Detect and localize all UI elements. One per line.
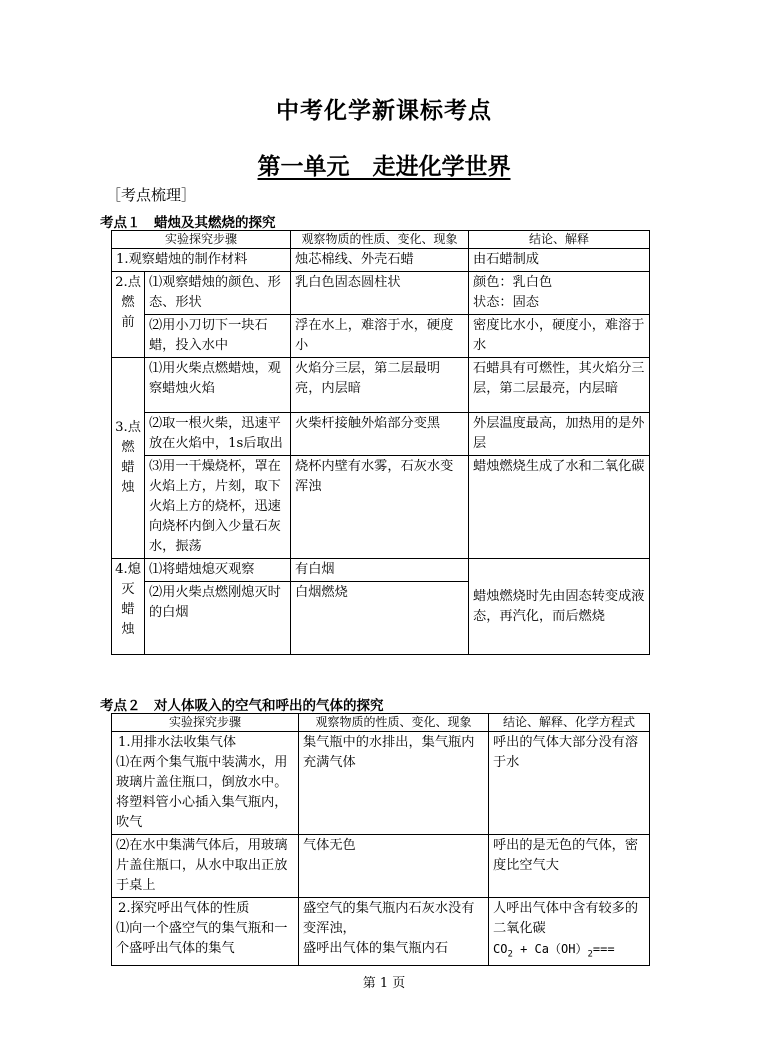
section-label: ［考点梳理］ [106, 186, 197, 204]
group-cell: 3.点燃蜡烛 [112, 358, 145, 559]
table-row [112, 413, 650, 456]
table-cell: 蜡烛燃烧生成了水和二氧化碳 [469, 456, 650, 559]
table-cell: 1.观察蜡烛的制作材料 [112, 249, 291, 272]
table-cell: ⑵用小刀切下一块石蜡，投入水中 [145, 315, 291, 358]
cell-line: ⑴在两个集气瓶中装满水，用玻璃片盖住瓶口，倒放水中。将塑料管小心插入集气瓶内，吹气 [116, 755, 288, 830]
table-cell: 石蜡具有可燃性，其火焰分三层，第二层最亮，内层暗 [469, 358, 650, 413]
cell-line: 盛空气的集气瓶内石灰水没有变浑浊， [303, 901, 475, 936]
table-cell: 乳白色固态圆柱状 [291, 272, 469, 315]
point2-table [111, 713, 650, 966]
table-row [112, 732, 650, 835]
table-row [112, 272, 650, 315]
table-cell [112, 898, 299, 966]
header-cell: 实验探究步骤 [112, 231, 291, 249]
cell-line: 盛呼出气体的集气瓶内石 [303, 941, 449, 956]
table-cell: 白烟燃烧 [291, 582, 469, 655]
table-cell: ⑵用火柴点燃刚熄灭时的白烟 [145, 582, 291, 655]
table-cell: 呼出的气体大部分没有溶于水 [489, 732, 650, 835]
group-cell: 2.点燃前 [112, 272, 145, 358]
table-cell: 蜡烛燃烧时先由固态转变成液态，再汽化，而后燃烧 [469, 559, 650, 655]
table-cell: 外层温度最高，加热用的是外层 [469, 413, 650, 456]
table-header-row [112, 714, 650, 732]
table-row [112, 249, 650, 272]
table-cell: 火焰分三层，第二层最明亮，内层暗 [291, 358, 469, 413]
header-cell: 观察物质的性质、变化、现象 [299, 714, 489, 732]
table-header-row [112, 231, 650, 249]
cell-line: 状态：固态 [473, 295, 539, 310]
chemical-equation: $CO_2 + Ca(OH)_2===$ [493, 942, 615, 960]
table-cell: 集气瓶中的水排出，集气瓶内充满气体 [299, 732, 489, 835]
table-cell [489, 898, 650, 966]
page-number: 第 1 页 [362, 976, 406, 991]
table-cell: 呼出的是无色的气体，密度比空气大 [489, 835, 650, 898]
header-cell: 实验探究步骤 [112, 714, 299, 732]
table-cell: 密度比水小，硬度小，难溶于水 [469, 315, 650, 358]
cell-line: 1.用排水法收集气体 [118, 735, 237, 750]
table-cell [469, 272, 650, 315]
unit-title: 第一单元 走进化学世界 [257, 154, 511, 180]
point2-heading: 考点２ 对人体吸入的空气和呼出的气体的探究 [100, 698, 384, 714]
table-row [112, 559, 650, 582]
cell-line: ⑴向一个盛空气的集气瓶和一个盛呼出气体的集气 [116, 921, 288, 956]
table-cell [112, 732, 299, 835]
table-cell: ⑴将蜡烛熄灭观察 [145, 559, 291, 582]
point1-heading: 考点１ 蜡烛及其燃烧的探究 [100, 215, 276, 231]
table-cell: ⑴观察蜡烛的颜色、形态、形状 [145, 272, 291, 315]
table-cell: 由石蜡制成 [469, 249, 650, 272]
table-cell: 气体无色 [299, 835, 489, 898]
table-cell: ⑵在水中集满气体后，用玻璃片盖住瓶口，从水中取出正放于桌上 [112, 835, 299, 898]
table-row [112, 456, 650, 559]
table-cell: 浮在水上，难溶于水，硬度小 [291, 315, 469, 358]
cell-line: 人呼出气体中含有较多的二氧化碳 [493, 901, 639, 936]
table-cell: 有白烟 [291, 559, 469, 582]
table-cell [299, 898, 489, 966]
header-cell: 结论、解释 [469, 231, 650, 249]
table-cell: 烛芯棉线、外壳石蜡 [291, 249, 469, 272]
cell-line: 颜色：乳白色 [473, 275, 553, 290]
table-row [112, 315, 650, 358]
header-cell: 观察物质的性质、变化、现象 [291, 231, 469, 249]
table-cell: 火柴杆接触外焰部分变黑 [291, 413, 469, 456]
point1-table [111, 230, 650, 655]
table-cell: ⑴用火柴点燃蜡烛，观察蜡烛火焰 [145, 358, 291, 413]
table-row [112, 835, 650, 898]
table-cell: ⑵取一根火柴，迅速平放在火焰中，1s后取出 [145, 413, 291, 456]
group-cell: 4.熄灭蜡烛 [112, 559, 145, 655]
table-cell: ⑶用一干燥烧杯，罩在火焰上方，片刻，取下火焰上方的烧杯，迅速向烧杯内倒入少量石灰水，振荡 [145, 456, 291, 559]
table-row [112, 898, 650, 966]
page-title: 中考化学新课标考点 [276, 98, 492, 124]
table-row [112, 358, 650, 413]
header-cell: 结论、解释、化学方程式 [489, 714, 650, 732]
cell-line: 2.探究呼出气体的性质 [118, 901, 250, 916]
table-cell: 烧杯内壁有水雾，石灰水变浑浊 [291, 456, 469, 559]
